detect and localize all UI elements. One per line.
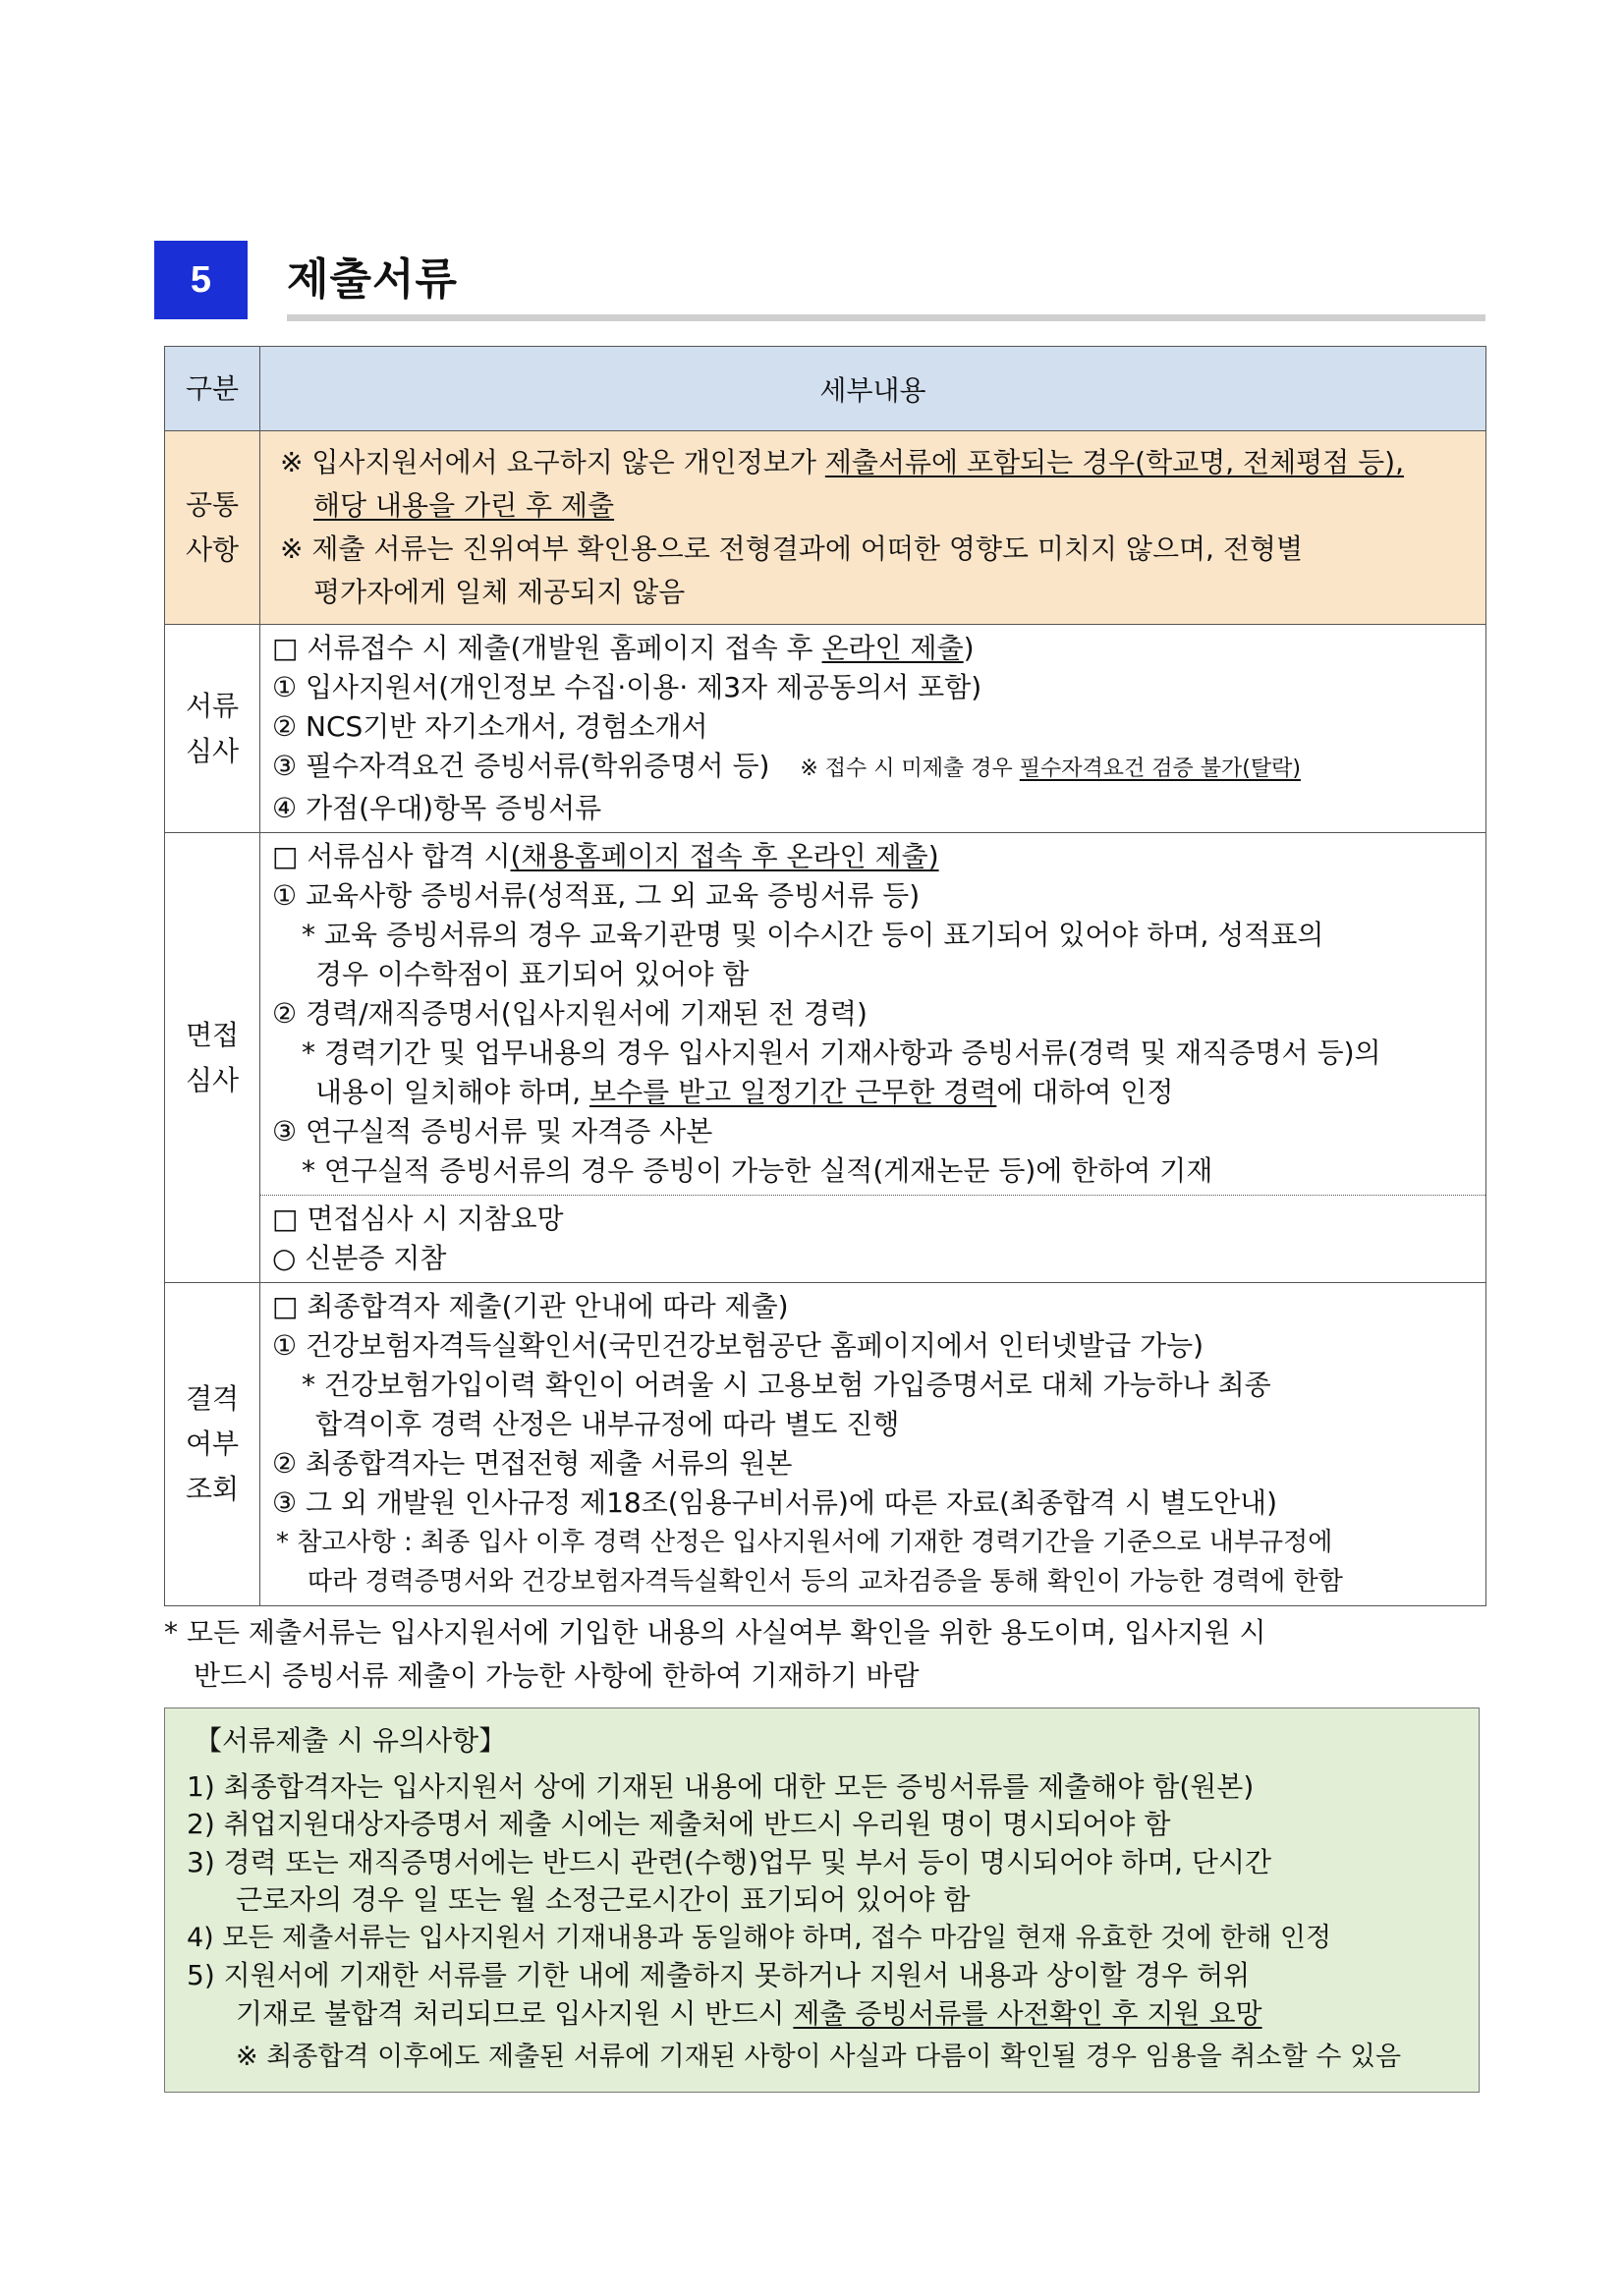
category-interview: 면접 심사	[165, 833, 260, 1283]
caution-note: ※ 최종합격 이후에도 제출된 서류에 기재된 사항이 사실과 다름이 확인될 경우 임용을 취소할 수 있음	[236, 2042, 1402, 2072]
table-header-row	[165, 347, 1486, 431]
footnote-line-1: * 모든 제출서류는 입사지원서에 기입한 내용의 사실여부 확인을 위한 용도이며, 입사지원 시	[164, 1616, 1266, 1649]
row-common	[165, 431, 1486, 625]
document-review-item-4: ④ 가점(우대)항목 증빙서류	[272, 792, 602, 824]
caution-item-5b: 기재로 불합격 처리되므로 입사지원 시 반드시 제출 증빙서류를 사전확인 후 지원 요망	[236, 1996, 1262, 2030]
row-interview	[165, 833, 1486, 1196]
interview-item-2-note-b: 내용이 일치해야 하며, 보수를 받고 일정기간 근무한 경력에 대하여 인정	[315, 1076, 1174, 1108]
document-review-item-3: ③ 필수자격요건 증빙서류(학위증명서 등) ※ 접수 시 미제출 경우 필수자격요건 검증 불가(탈락)	[272, 750, 1301, 782]
interview-heading: □ 서류심사 합격 시(채용홈페이지 접속 후 온라인 제출)	[272, 840, 939, 872]
submission-documents-table	[164, 346, 1486, 1606]
row-document-review	[165, 625, 1486, 833]
header-category: 구분	[165, 347, 260, 431]
caution-item-3a: 3) 경력 또는 재직증명서에는 반드시 관련(수행)업무 및 부서 등이 명시되어야 하며, 단시간	[187, 1845, 1272, 1878]
interview-item-3: ③ 연구실적 증빙서류 및 자격증 사본	[272, 1115, 713, 1148]
caution-item-3b: 근로자의 경우 일 또는 월 소정근로시간이 표기되어 있어야 함	[236, 1883, 971, 1916]
disqualification-item-1-note-a: * 건강보험가입이력 확인이 어려울 시 고용보험 가입증명서로 대체 가능하나 최종	[302, 1369, 1271, 1401]
caution-item-4: 4) 모든 제출서류는 입사지원서 기재내용과 동일해야 하며, 접수 마감일 현재 유효한 것에 한해 인정	[187, 1922, 1332, 1953]
document-review-item-2: ② NCS기반 자기소개서, 경험소개서	[272, 710, 708, 743]
section-number-badge: 5	[154, 241, 248, 319]
footnote-line-2: 반드시 증빙서류 제출이 가능한 사항에 한하여 기재하기 바람	[194, 1659, 920, 1692]
interview-item-2: ② 경력/재직증명서(입사지원서에 기재된 전 경력)	[272, 997, 868, 1030]
disqualification-reference-a: * 참고사항 : 최종 입사 이후 경력 산정은 입사지원서에 기재한 경력기간을 기준으로 내부규정에	[276, 1528, 1333, 1557]
disqualification-item-3: ③ 그 외 개발원 인사규정 제18조(임용구비서류)에 따른 자료(최종합격 시 별도안내)	[272, 1486, 1278, 1519]
disqualification-item-2: ② 최종합격자는 면접전형 제출 서류의 원본	[272, 1447, 793, 1480]
caution-box-title: 【서류제출 시 유의사항】	[195, 1724, 507, 1757]
interview-bring-item: ○ 신분증 지참	[272, 1242, 447, 1274]
caution-item-2: 2) 취업지원대상자증명서 제출 시에는 제출처에 반드시 우리원 명이 명시되어야 함	[187, 1808, 1171, 1840]
section-title: 제출서류	[287, 254, 459, 305]
caution-item-1: 1) 최종합격자는 입사지원서 상에 기재된 내용에 대한 모든 증빙서류를 제출해야 함(원본)	[187, 1769, 1255, 1803]
interview-item-1-note-a: * 교육 증빙서류의 경우 교육기관명 및 이수시간 등이 표기되어 있어야 하며, 성적표의	[302, 919, 1324, 951]
document-review-heading: □ 서류접수 시 제출(개발원 홈페이지 접속 후 온라인 제출)	[272, 632, 975, 664]
interview-item-2-note-a: * 경력기간 및 업무내용의 경우 입사지원서 기재사항과 증빙서류(경력 및 재직증명서 등)의	[302, 1036, 1381, 1069]
section-title-rule	[287, 314, 1485, 321]
interview-item-1-note-b: 경우 이수학점이 표기되어 있어야 함	[315, 958, 750, 990]
common-line-3: ※ 제출 서류는 진위여부 확인용으로 전형결과에 어떠한 영향도 미치지 않으며, 전형별	[280, 532, 1304, 565]
interview-item-3-note: * 연구실적 증빙서류의 경우 증빙이 가능한 실적(게재논문 등)에 한하여 기재	[302, 1154, 1213, 1187]
caution-item-5a: 5) 지원서에 기재한 서류를 기한 내에 제출하지 못하거나 지원서 내용과 상이할 경우 허위	[187, 1959, 1251, 1991]
document-review-item-1: ① 입사지원서(개인정보 수집·이용· 제3자 제공동의서 포함)	[272, 671, 982, 703]
disqualification-heading: □ 최종합격자 제출(기관 안내에 따라 제출)	[272, 1290, 789, 1322]
common-line-2: 해당 내용을 가린 후 제출	[313, 489, 615, 522]
disqualification-item-1: ① 건강보험자격득실확인서(국민건강보험공단 홈페이지에서 인터넷발급 가능)	[272, 1329, 1204, 1362]
category-disqualification: 결격 여부 조회	[165, 1283, 260, 1606]
category-common: 공통 사항	[165, 431, 260, 625]
common-line-4: 평가자에게 일체 제공되지 않음	[313, 576, 686, 608]
row-interview-bring	[165, 1196, 1486, 1283]
footnote	[164, 1611, 1486, 1698]
disqualification-item-1-note-b: 합격이후 경력 산정은 내부규정에 따라 별도 진행	[315, 1408, 900, 1440]
header-detail: 세부내용	[260, 347, 1486, 431]
common-line-1: ※ 입사지원서에서 요구하지 않은 개인정보가 제출서류에 포함되는 경우(학교명, 전체평점 등),	[280, 446, 1405, 478]
caution-box	[164, 1708, 1480, 2093]
interview-bring-heading: □ 면접심사 시 지참요망	[272, 1203, 564, 1235]
disqualification-reference-b: 따라 경력증명서와 건강보험자격득실확인서 등의 교차검증을 통해 확인이 가능한 경력에 한함	[308, 1567, 1343, 1596]
interview-item-1: ① 교육사항 증빙서류(성적표, 그 외 교육 증빙서류 등)	[272, 879, 921, 912]
category-document-review: 서류 심사	[165, 625, 260, 833]
row-disqualification	[165, 1283, 1486, 1606]
document-review-item-3-note: ※ 접수 시 미제출 경우 필수자격요건 검증 불가(탈락)	[800, 756, 1301, 781]
